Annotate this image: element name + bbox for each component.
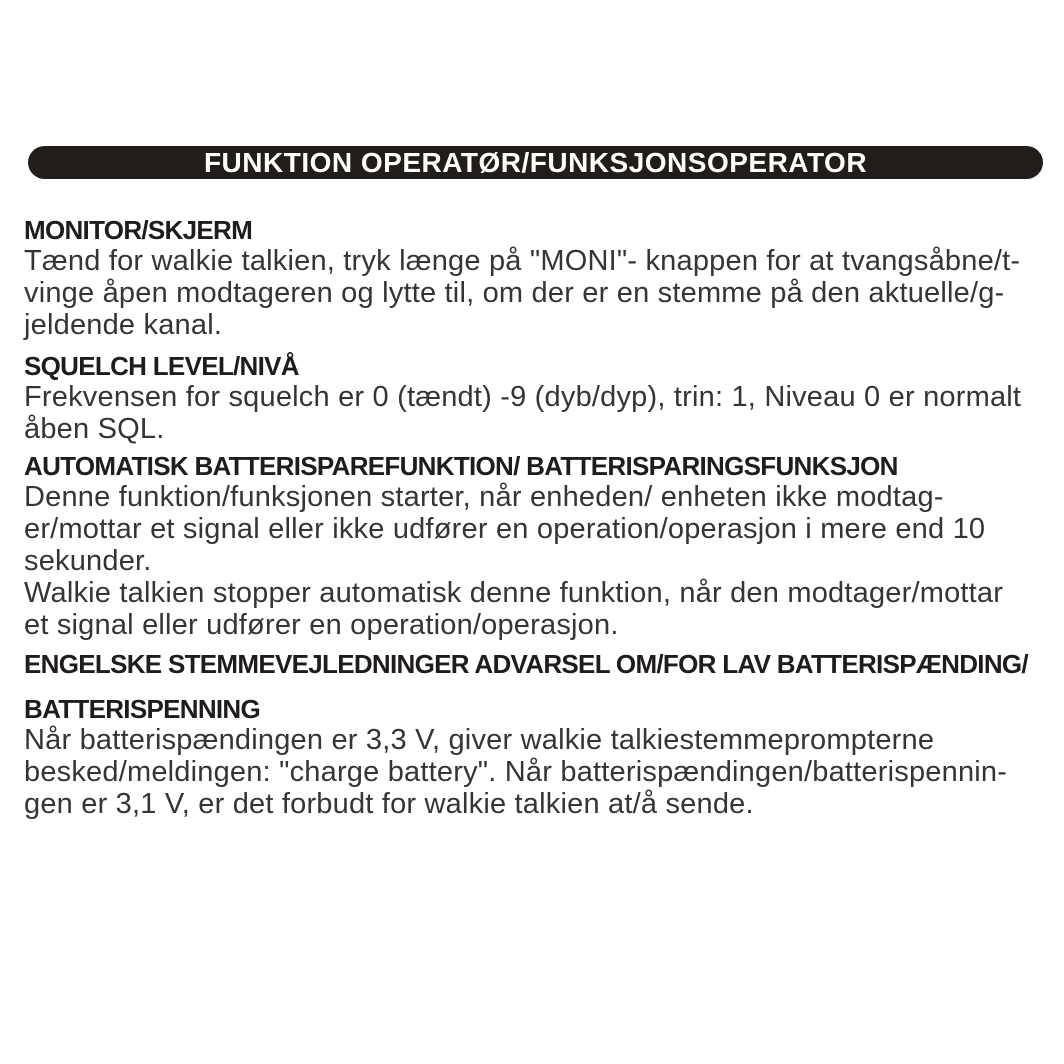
body-line: Når batterispændingen er 3,3 V, giver walkie talkiestemmeprompterne (24, 724, 935, 756)
heading-low-battery-warning-line2: BATTERISPENNING (24, 694, 261, 724)
heading-squelch-level: SQUELCH LEVEL/NIVÅ (24, 351, 299, 381)
section-title-bar (28, 146, 1043, 179)
body-line: gen er 3,1 V, er det forbudt for walkie talkien at/å sende. (24, 788, 754, 820)
page-title: FUNKTION OPERATØR/FUNKSJONSOPERATOR (203, 146, 868, 178)
paragraph-battery-save (24, 481, 1040, 641)
body-line: Walkie talkien stopper automatisk denne funktion, når den modtager/mottar (24, 577, 1004, 609)
body-line: Frekvensen for squelch er 0 (tændt) -9 (dyb/dyp), trin: 1, Niveau 0 er normalt (24, 381, 1022, 413)
paragraph-squelch-level (24, 381, 1040, 445)
paragraph-monitor (24, 245, 1040, 341)
paragraph-low-battery-warning (24, 724, 1040, 820)
heading-low-battery-warning-line1: ENGELSKE STEMMEVEJLEDNINGER ADVARSEL OM/FOR LAV BATTERISPÆNDING/ (24, 649, 1028, 679)
body-line: vinge åpen modtageren og lytte til, om der er en stemme på den aktuelle/g- (24, 277, 1005, 309)
body-line: jeldende kanal. (24, 309, 223, 341)
page-content (24, 215, 1040, 820)
body-line: Denne funktion/funksjonen starter, når enheden/ enheten ikke modtag- (24, 481, 944, 513)
body-line: åben SQL. (24, 413, 165, 445)
heading-monitor: MONITOR/SKJERM (24, 215, 253, 245)
heading-battery-save: AUTOMATISK BATTERISPAREFUNKTION/ BATTERISPARINGSFUNKSJON (24, 451, 898, 481)
body-line: er/mottar et signal eller ikke udfører en operation/operasjon i mere end 10 (24, 513, 986, 545)
body-line: besked/meldingen: "charge battery". Når batterispændingen/batterispennin- (24, 756, 1008, 788)
body-line: et signal eller udfører en operation/operasjon. (24, 609, 619, 641)
body-line: Tænd for walkie talkien, tryk længe på "MONI"- knappen for at tvangsåbne/t- (24, 245, 1021, 277)
body-line: sekunder. (24, 545, 152, 577)
